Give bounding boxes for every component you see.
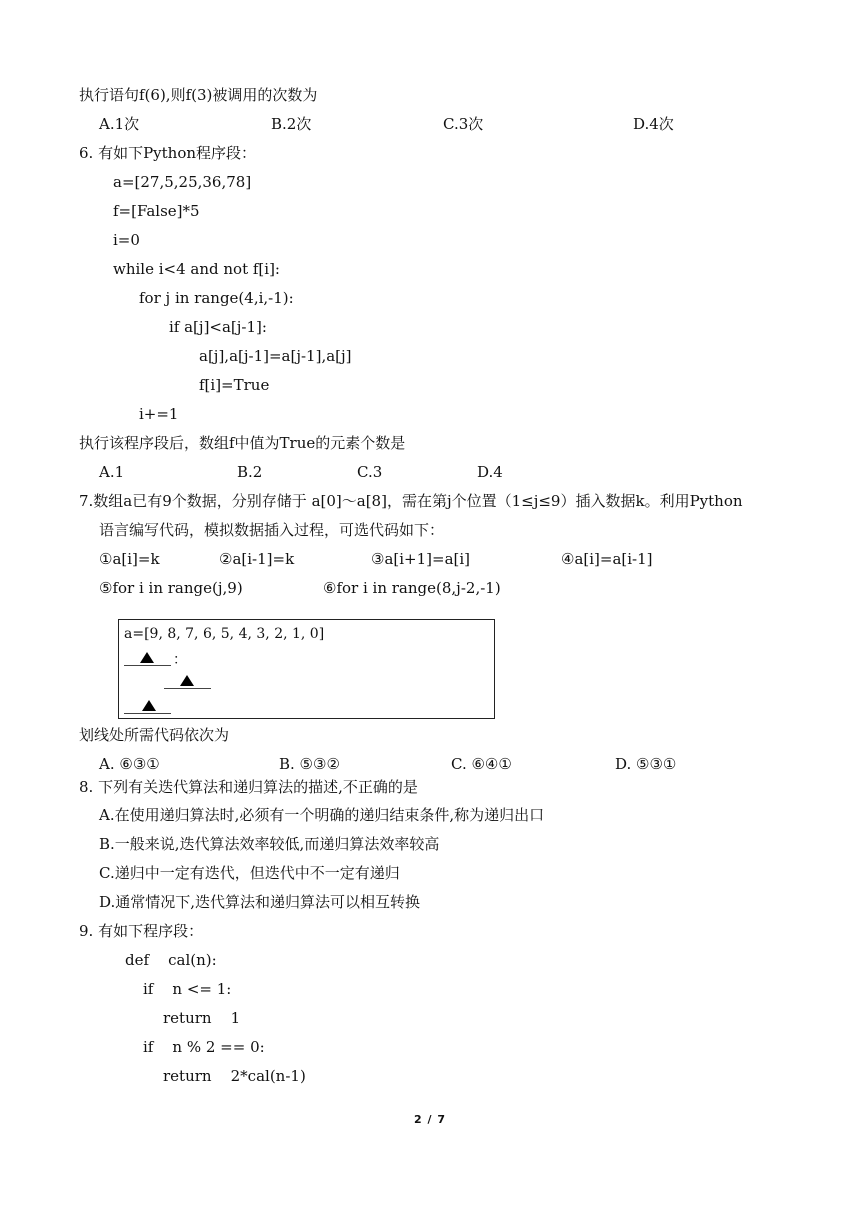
q8-option-c: C.递归中一定有迭代，但迭代中不一定有递归 bbox=[99, 864, 400, 882]
q5-option-b: B.2次 bbox=[271, 115, 312, 133]
q5-option-a: A.1次 bbox=[99, 115, 140, 133]
q6-code-line: a=[27,5,25,36,78] bbox=[113, 173, 252, 191]
q6-option-d: D.4 bbox=[477, 463, 503, 481]
q6-option-b: B.2 bbox=[237, 463, 263, 481]
q7-blank-3 bbox=[124, 713, 171, 714]
q9-code-line: return 1 bbox=[163, 1009, 241, 1027]
q6-code-line: i=0 bbox=[113, 231, 140, 249]
q6-code-line: if a[j]<a[j-1]: bbox=[169, 318, 267, 336]
q7-question: 划线处所需代码依次为 bbox=[79, 726, 230, 744]
q7-box-colon: ： bbox=[173, 652, 187, 668]
q6-option-a: A.1 bbox=[99, 463, 125, 481]
q6-code-line: for j in range(4,i,-1): bbox=[139, 289, 294, 307]
q8-option-a: A.在使用递归算法时,必须有一个明确的递归结束条件,称为递归出口 bbox=[99, 806, 545, 824]
q7-code-box bbox=[118, 619, 495, 719]
q6-option-c: C.3 bbox=[357, 463, 383, 481]
q5-stem: 执行语句f(6),则f(3)被调用的次数为 bbox=[79, 86, 318, 104]
q7-option-c: C. ⑥④① bbox=[451, 755, 512, 773]
blank-marker-icon bbox=[140, 652, 154, 663]
q9-stem: 9. 有如下程序段： bbox=[79, 922, 204, 940]
q7-option-b: B. ⑤③② bbox=[279, 755, 340, 773]
blank-marker-icon bbox=[180, 675, 194, 686]
q8-option-b: B.一般来说,迭代算法效率较低,而递归算法效率较高 bbox=[99, 835, 440, 853]
q7-stem-line2: 语言编写代码，模拟数据插入过程，可选代码如下： bbox=[99, 521, 445, 539]
q7-blank-1 bbox=[124, 665, 171, 666]
q7-blank-2 bbox=[164, 688, 211, 689]
q9-code-line: if n % 2 == 0: bbox=[143, 1038, 265, 1056]
q7-choice: ③a[i+1]=a[i] bbox=[371, 550, 471, 568]
q9-code-line: def cal(n): bbox=[125, 951, 217, 969]
q7-choice: ①a[i]=k bbox=[99, 550, 160, 568]
q7-choice: ⑤for i in range(j,9) bbox=[99, 579, 243, 597]
q6-stem: 6. 有如下Python程序段： bbox=[79, 144, 257, 162]
q5-option-d: D.4次 bbox=[633, 115, 674, 133]
q7-stem-line1: 7.数组a已有9个数据，分别存储于 a[0]～a[8]，需在第j个位置（1≤j≤9）插入数据k。利用Python bbox=[79, 492, 743, 510]
q7-choice: ④a[i]=a[i-1] bbox=[561, 550, 653, 568]
q7-option-d: D. ⑤③① bbox=[615, 755, 677, 773]
q8-stem: 8. 下列有关迭代算法和递归算法的描述,不正确的是 bbox=[79, 778, 418, 796]
q6-code-line: f[i]=True bbox=[199, 376, 270, 394]
q6-code-line: while i<4 and not f[i]: bbox=[113, 260, 280, 278]
q9-code-line: return 2*cal(n-1) bbox=[163, 1067, 306, 1085]
q6-code-line: a[j],a[j-1]=a[j-1],a[j] bbox=[199, 347, 352, 365]
q7-option-a: A. ⑥③① bbox=[99, 755, 160, 773]
q7-choice: ②a[i-1]=k bbox=[219, 550, 295, 568]
q6-code-line: f=[False]*5 bbox=[113, 202, 200, 220]
blank-marker-icon bbox=[142, 700, 156, 711]
q9-code-line: if n <= 1: bbox=[143, 980, 232, 998]
page-number: 2 / 7 bbox=[414, 1113, 446, 1126]
q6-code-line: i+=1 bbox=[139, 405, 179, 423]
q6-question: 执行该程序段后，数组f中值为True的元素个数是 bbox=[79, 434, 406, 452]
q8-option-d: D.通常情况下,迭代算法和递归算法可以相互转换 bbox=[99, 893, 421, 911]
q7-box-array-line: a=[9, 8, 7, 6, 5, 4, 3, 2, 1, 0] bbox=[124, 626, 325, 642]
q7-choice: ⑥for i in range(8,j-2,-1) bbox=[323, 579, 501, 597]
q5-option-c: C.3次 bbox=[443, 115, 484, 133]
